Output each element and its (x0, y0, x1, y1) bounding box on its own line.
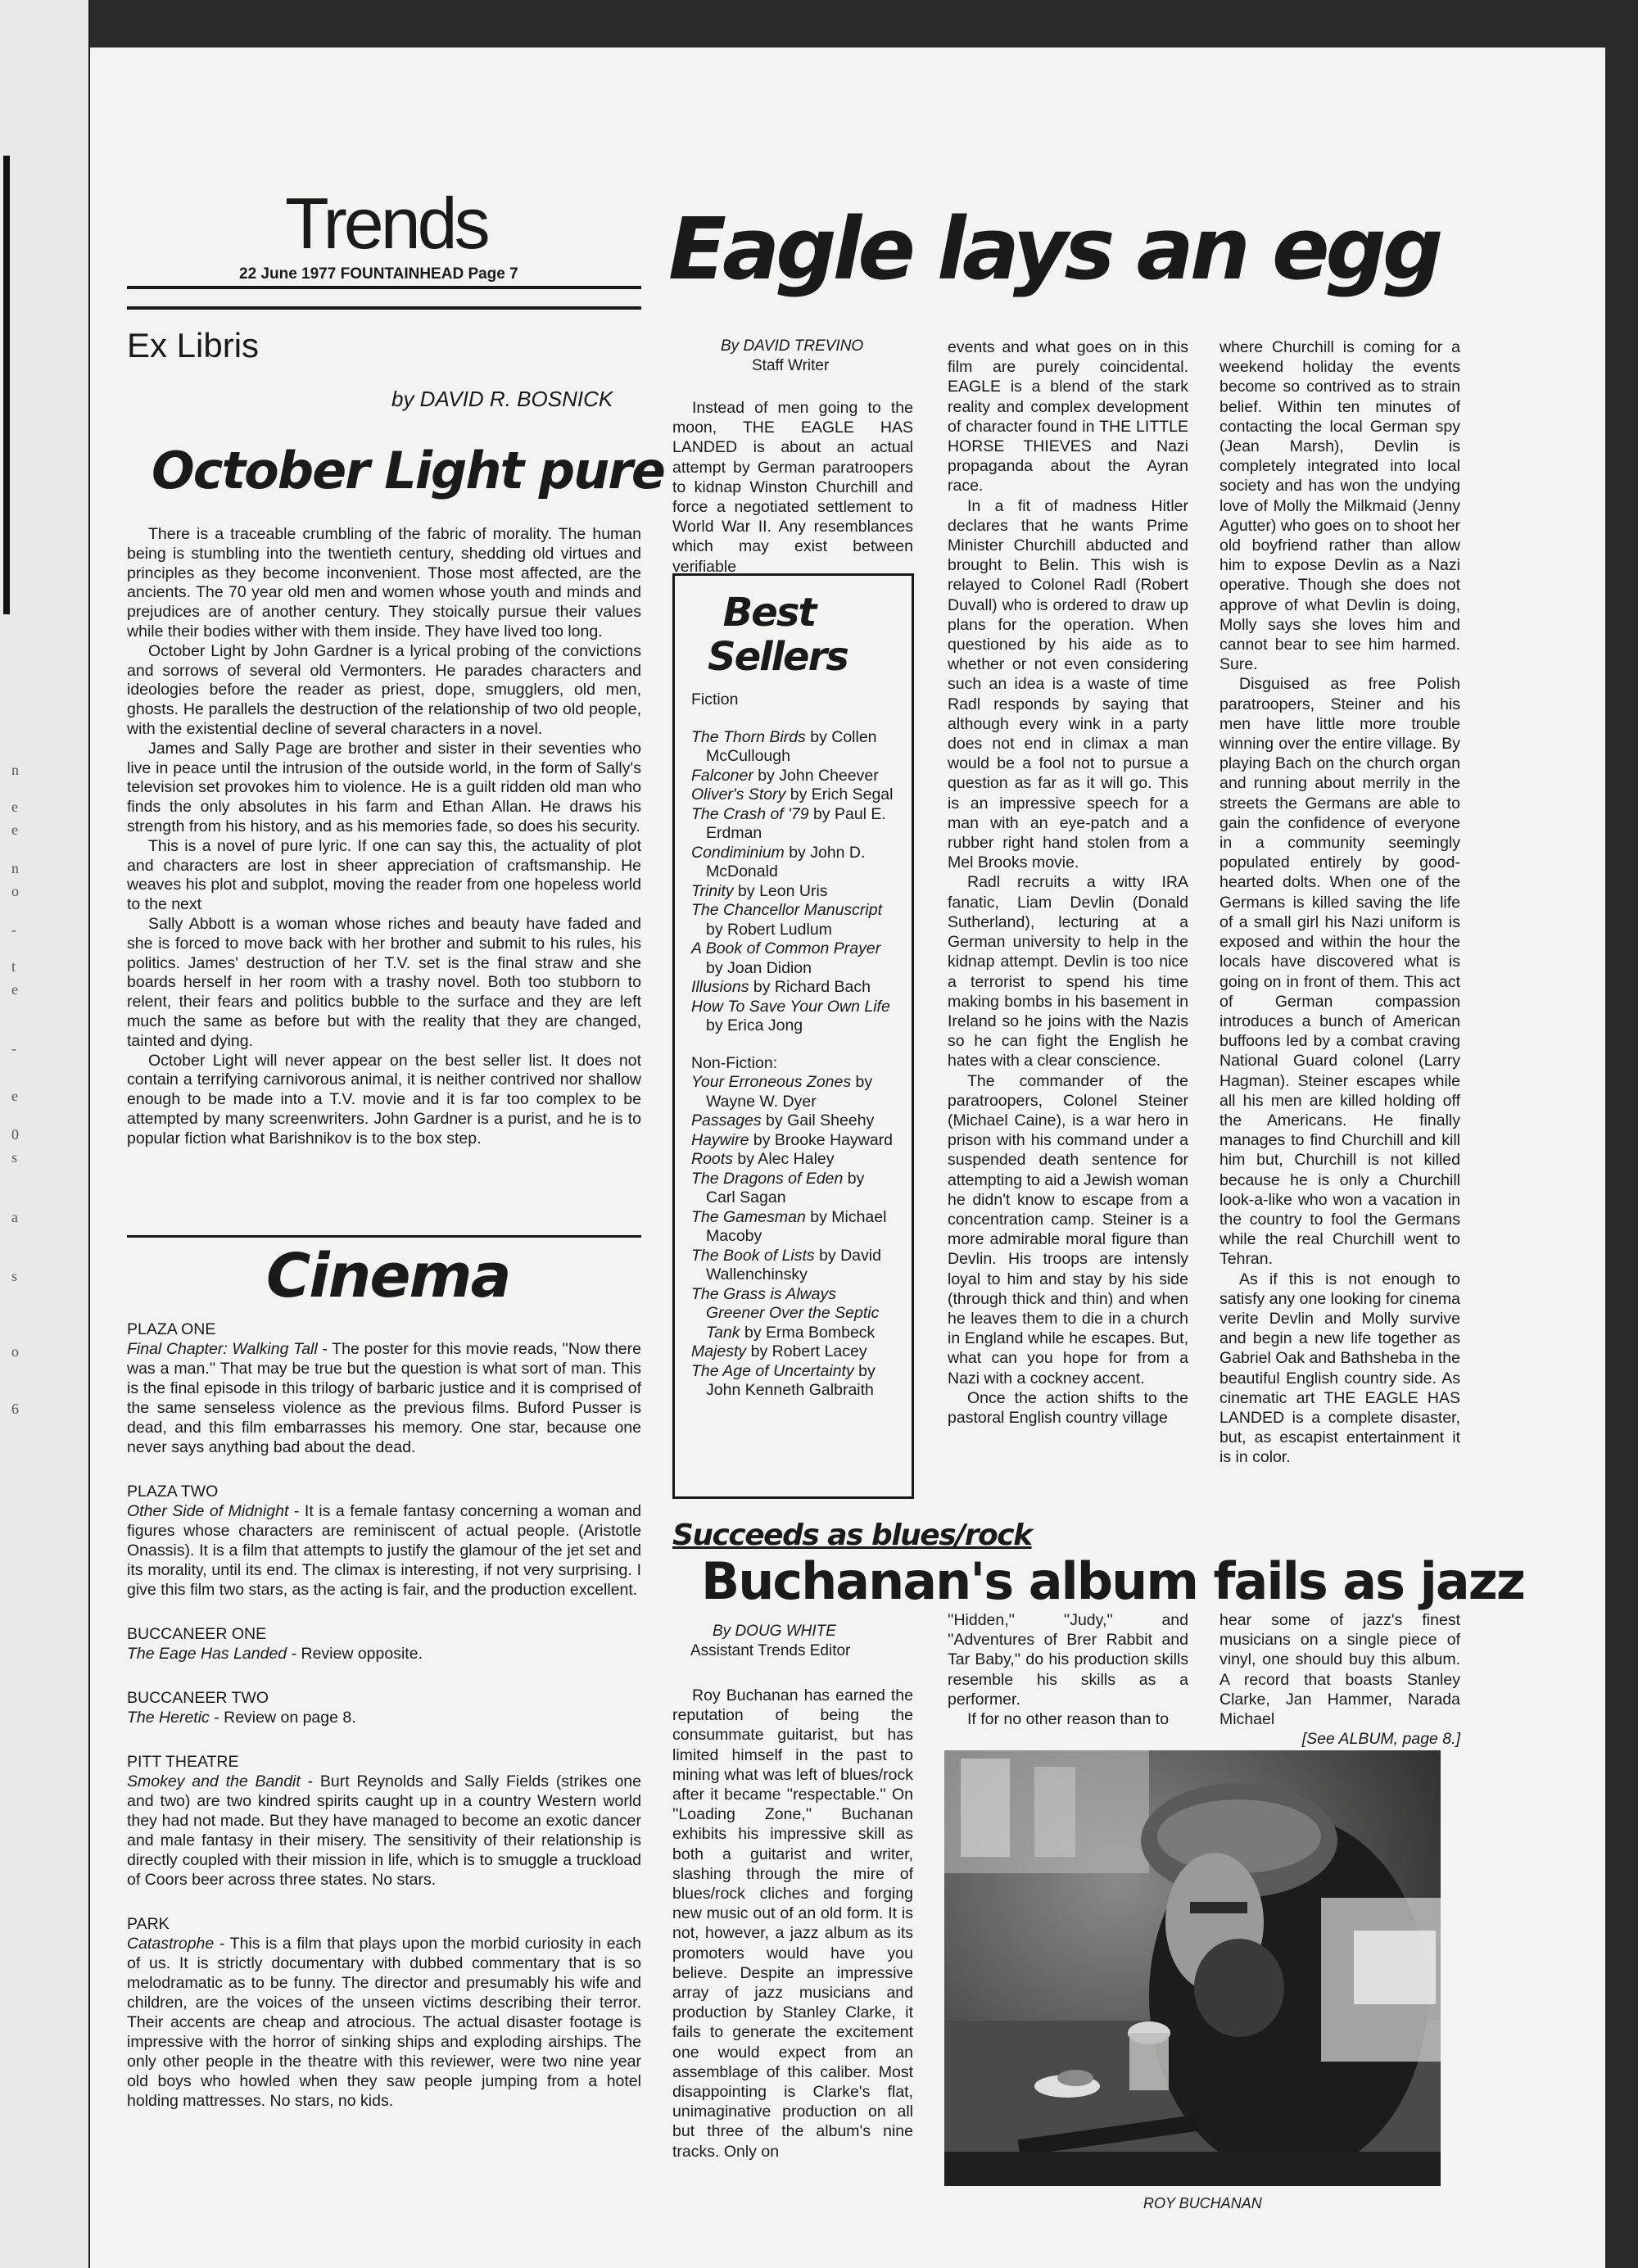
jump-line: [See ALBUM, page 8.] (1301, 1730, 1460, 1749)
film-title: The Eage Has Landed (127, 1645, 287, 1663)
review-headline: Eagle lays an egg (668, 199, 1440, 299)
cinema-headline: Cinema (266, 1241, 510, 1311)
paragraph: Roy Buchanan has earned the reputation of being the consummate guitarist, but has limited himself in the past to mining what was left of blues/rock after it became ''respectable.'' On ''Loading Zone,'' Buchanan exhibits his impressive skill as both a guitarist and writer, slashing through the mire of blues/rock cliches and forging new music out of an old form. It is not, however, a jazz album as its promoters would have you believe. Despite an impressive array of jazz musicians and production by Stanley Clarke, it fails to generate the excitement one would expect from an assemblage of this caliber. Most disappointing is Clarke's flat, unimaginative production on all but three of the album's nine tracks. Only on (672, 1686, 913, 2161)
paragraph: There is a traceable crumbling of the fabric of morality. The human being is stumbling into the twentieth century, shedding old virtues and principles as they become inconvenient. Those most affected, are the ancients. The 70 year old men and women whose youth and minds and prejudices are of another century. They stoically pursue their values while their bodies wither with them inside. They have lived too long. (127, 525, 641, 641)
film-review: - It is a female fantasy concerning a woman and figures whose characters are reminiscent of actual people. (Aristotle Onassis). It is a film that attempts to justify the glamour of the jet set and its morality, until its end. The climax is interesting, if not very surprising. I give this film two stars, as the acting is fair, and the production excellent. (127, 1502, 641, 1599)
book-title: Falconer (691, 766, 753, 785)
book-author: by Robert Lacey (746, 1342, 867, 1360)
album-column-3-text: hear some of jazz's finest musicians on a single piece of vinyl, one should buy this album. A record that boasts Stanley Clarke, Jan Hammer, Narada Michael (1219, 1611, 1460, 1729)
edge-letter: - (11, 1040, 16, 1057)
newspaper-page (90, 48, 1605, 2268)
album-role: Assistant Trends Editor (690, 1642, 851, 1659)
film-review: - Review on page 8. (209, 1709, 356, 1727)
nonfiction-label: Non-Fiction: (691, 1053, 778, 1072)
book-author: by Gail Sheehy (761, 1111, 875, 1129)
cinema-entry (127, 1624, 641, 1664)
book-author: by Erma Bombeck (740, 1323, 876, 1342)
book-entry (691, 1342, 895, 1362)
book-author: by Alec Haley (732, 1150, 835, 1168)
book-entry (691, 1208, 895, 1247)
book-entry (691, 901, 895, 939)
film-title: Catastrophe (127, 1935, 215, 1953)
book-title: Condiminium (691, 843, 785, 862)
edge-letter: a (11, 1209, 18, 1225)
book-title: Your Erroneous Zones (691, 1073, 852, 1091)
edge-letter: 6 (11, 1401, 19, 1417)
edge-letter: e (11, 822, 18, 838)
cinema-entry (127, 1688, 641, 1727)
paragraph: ''Hidden,'' ''Judy,'' and ''Adventures of Brer Rabbit and Tar Baby,'' do his production skills resemble his skills as a performer. (948, 1611, 1188, 1709)
paragraph: This is a novel of pure lyric. If one can say this, the actuality of plot and characters are lost in sheer appreciation of craftsmanship. He weaves his plot and subplot, moving the reader from one hopeless world to the next (127, 836, 641, 914)
book-entry (691, 1150, 895, 1170)
review-column-3 (1219, 337, 1460, 1468)
fiction-label: Fiction (691, 690, 739, 708)
book-entry (691, 844, 895, 882)
cinema-entry (127, 1914, 641, 2111)
paragraph: Sally Abbott is a woman whose riches and beauty have faded and she is forced to move back with her brother and submit to his rules, his politics. James' destruction of her T.V. set is the final straw and she boards herself in her room with a trashy novel. Both too stubborn to relent, their fears and politics bubble to the surface and they are left much the same as before but with the reality that they are changed, tainted and dying. (127, 914, 641, 1050)
review-byline: By DAVID TREVINO (721, 337, 864, 355)
kicker: Succeeds as blues/rock (672, 1519, 1032, 1552)
book-title: The Dragons of Eden (691, 1169, 844, 1188)
film-title: Final Chapter: Walking Tall (127, 1340, 318, 1358)
adjacent-page-edge (0, 0, 90, 2268)
cinema-entry (127, 1752, 641, 1890)
book-author: by Leon Uris (733, 881, 828, 900)
film-review: - This is a film that plays upon the morbid curiosity in each of us. It is strictly documentary with dubbed commentary that is so melodramatic as to be funny. The director and presumably his wife and children, are the voices of the unseen victims describing their terror. Their accents are cheap and atrocious. The actual disaster footage is impressive with the horror of sinking ships and exploding airships. The only other people in the theatre with this reviewer, were two nine year old boys who howled when they saw people jumping from a hotel holding mattresses. No stars, no kids. (127, 1935, 641, 2110)
paragraph: In a fit of madness Hitler declares that he wants Prime Minister Churchill abducted and brought to Belin. This wish is relayed to Colonel Radl (Robert Duvall) who is ordered to draw up plans for the operation. When questioned by his aide as to whether or not even considering such an idea is a waste of time Radl responds by saying that although every wink in a party does not end in climax a man would be a fool not to pursue a question as far as it will go. This is an impressive speech for a man with an eye-patch and a rubber right hand stolen from a Mel Brooks movie. (948, 496, 1188, 872)
paragraph: Once the action shifts to the pastoral English country village (948, 1388, 1188, 1427)
book-title: The Crash of '79 (691, 804, 809, 823)
edge-letter: t (11, 958, 16, 975)
paragraph: Instead of men going to the moon, THE EAGLE HAS LANDED is about an actual attempt by German paratroopers to kidnap Winston Churchill and force a negotiated settlement to World War II. Any resemblances which may exist between verifiable (672, 399, 913, 576)
venue-name: PITT THEATRE (127, 1753, 239, 1771)
book-author: by Brooke Hayward (749, 1130, 894, 1149)
book-author: by Joan Didion (706, 958, 812, 977)
section-divider (127, 1235, 641, 1238)
byline: by DAVID R. BOSNICK (391, 387, 613, 411)
cinema-entry (127, 1482, 641, 1600)
roy-buchanan-photo (944, 1750, 1441, 2186)
book-entry (691, 1131, 895, 1151)
book-entry (691, 1170, 895, 1208)
edge-letter: s (11, 1268, 18, 1284)
edge-letter: e (11, 981, 18, 998)
paragraph: If for no other reason than to (967, 1710, 1170, 1729)
paragraph: where Churchill is coming for a weekend holiday the events become so contrived as to strain belief. Within ten minutes of contacting the local German spy (Jean Marsh), Devlin is completely integrated into local society and has won the undying love of Molly the Milkmaid (Jenny Agutter) who goes on to shoot her old boyfriend rather than allow him to expose Devlin as a Nazi operative. Though she does not approve of what Devlin is doing, Molly says she loves him and cannot bear to see him harmed. Sure. (1219, 338, 1460, 674)
venue-name: PLAZA ONE (127, 1320, 216, 1338)
paragraph: As if this is not enough to satisfy any one looking for cinema verite Devlin and Molly survive and begin a new life together as Gabriel Oak and Bathsheba in the beautiful English country side. As cinematic art THE EAGLE HAS LANDED is a complete disaster, but, as escapist entertainment it is in color. (1219, 1270, 1460, 1467)
cinema-listings (127, 1320, 641, 2135)
book-author: by Collen McCullough (706, 727, 877, 765)
book-author: by Wayne W. Dyer (706, 1073, 873, 1111)
best-sellers-title-2: Sellers (708, 634, 848, 680)
film-review: - Review opposite. (287, 1645, 423, 1663)
book-author: by Michael Macoby (706, 1207, 887, 1245)
book-entry (691, 1362, 895, 1401)
book-title: The Gamesman (691, 1207, 806, 1226)
masthead-rule (127, 286, 641, 289)
book-author: by Robert Ludlum (706, 920, 832, 939)
film-title: Other Side of Midnight (127, 1502, 289, 1520)
column-name: Ex Libris (127, 326, 260, 364)
book-entry (691, 998, 895, 1036)
album-column-3 (1219, 1610, 1460, 1749)
book-entry (691, 939, 895, 978)
edge-letter: s (11, 1149, 18, 1166)
edge-letter: 0 (11, 1126, 19, 1143)
best-sellers-title: Best (722, 590, 816, 636)
book-entry (691, 882, 895, 902)
paragraph: October Light by John Gardner is a lyrical probing of the convictions and sorrows of several old Vermonters. He parades characters and ideologies before the reader as priest, dope, smugglers, old men, ghosts. He parallels the destruction of the relationship of two old people, with the existential decline of several characters in a novel. (127, 641, 641, 738)
book-author: by Erich Segal (785, 785, 894, 804)
book-title: Illusions (691, 978, 749, 996)
headline: October Light pure (152, 441, 664, 500)
masthead-rule-2 (127, 306, 641, 310)
paragraph: Disguised as free Polish paratroopers, Steiner and his men have little more trouble winning over the entire village. By playing Bach on the church organ and running about merrily in the streets the Germans are able to gain the confidence of everyone in a community seemingly populated entirely by good-hearted dolts. When one of the Germans is killed saving the life of a small girl his Nazi uniform is exposed and within the hour the locals have discovered what is going on in front of them. This act of German compassion introduces a bunch of American buffoons led by a combat craving National Guard colonel (Larry Hagman). Steiner escapes while all his men are killed holding off the Americans. He finally manages to find Churchill and kill him but, Churchill is not killed because he is only a Churchill look-a-like who won a vacation in the country to fool the Germans while the real Churchill went to Tehran. (1219, 675, 1460, 1269)
book-entry (691, 728, 895, 767)
book-title: A Book of Common Prayer (691, 939, 881, 957)
book-entry (691, 978, 895, 998)
book-entry (691, 785, 895, 805)
review-role: Staff Writer (752, 357, 830, 374)
edge-letter: o (11, 1343, 19, 1360)
paragraph: events and what goes on in this film are purely coincidental. EAGLE is a blend of the stark reality and complex development of character found in THE LITTLE HORSE THIEVES and Nazi propaganda about the Ayran race. (948, 338, 1188, 496)
book-entry (691, 1247, 895, 1285)
book-title: Trinity (691, 881, 734, 900)
cinema-entry (127, 1320, 641, 1457)
photo-caption: ROY BUCHANAN (1143, 2195, 1262, 2211)
book-title: The Chancellor Manuscript (691, 901, 883, 919)
edge-ink-mark (3, 156, 10, 614)
paragraph: James and Sally Page are brother and sister in their seventies who live in peace until the intrusion of the outside world, in the form of Sally's television set provokes him to violence. He is a guilt ridden old man who finds the only absolutes in his farm and Ethan Allan. He draws his strength from his history, and as his memories fade, so does his security. (127, 739, 641, 835)
review-column-2 (948, 337, 1188, 1428)
book-author: by John Cheever (753, 766, 879, 785)
book-author: by Carl Sagan (706, 1169, 865, 1206)
book-author: by Erica Jong (706, 1016, 803, 1034)
book-title: Roots (691, 1150, 733, 1168)
article-body (127, 525, 641, 1149)
edge-letter: n (11, 860, 19, 876)
book-entry (691, 1073, 895, 1111)
album-headline: Buchanan's album fails as jazz (701, 1551, 1524, 1611)
book-title: The Age of Uncertainty (691, 1361, 854, 1380)
book-author: by Richard Bach (749, 978, 871, 996)
best-sellers-box (672, 573, 914, 1499)
book-author: by Paul E. Erdman (706, 804, 886, 842)
film-review: - The poster for this movie reads, ''Now there was a man.'' That may be true but the question is what sort of man. This is the final episode in this trilogy of barbaric justice and it is comprised of the same senseless violence as the previous films. Buford Pusser is dead, and this film embarrasses his memory. One star, because one never says anything bad about the dead. (127, 1340, 641, 1456)
dateline: 22 June 1977 FOUNTAINHEAD Page 7 (239, 265, 518, 283)
book-title: How To Save Your Own Life (691, 997, 890, 1016)
book-author: by John D. McDonald (706, 843, 866, 880)
book-title: Majesty (691, 1342, 747, 1360)
book-title: Passages (691, 1111, 762, 1129)
venue-name: BUCCANEER TWO (127, 1689, 269, 1707)
album-column-2 (948, 1610, 1188, 1729)
book-entry (691, 1111, 895, 1131)
film-review: - Burt Reynolds and Sally Fields (strikes one and two) are two kindred spirits caught up in a country Western world they had not made. But they have managed to become an exotic dancer and male fantasy in their misery. The sensitivity of their relationship is directly coupled with their mission in life, which is to smuggle a truckload of Coors beer across three states. No stars. (127, 1772, 641, 1889)
edge-letter: e (11, 799, 18, 815)
nonfiction-list (691, 1073, 895, 1401)
edge-letter: n (11, 762, 19, 778)
book-title: The Book of Lists (691, 1246, 815, 1265)
book-entry (691, 805, 895, 844)
paragraph: Radl recruits a witty IRA fanatic, Liam Devlin (Donald Sutherland), lecturing at a German university to help in the kidnap attempt. Devlin is too nice a terrorist to spend his time making bombs in his basement in Ireland so he joins with the Nazis so he can fight the English he hates with a clear conscience. (948, 873, 1188, 1071)
review-column-1 (672, 398, 913, 577)
section-title: Trends (285, 183, 487, 264)
book-title: Haywire (691, 1130, 749, 1149)
edge-letter: e (11, 1088, 18, 1104)
fiction-list (691, 728, 895, 1036)
photo-image (944, 1750, 1441, 2186)
paragraph: The commander of the paratroopers, Colonel Steiner (Michael Caine), is a war hero in prison with his command under a suspended death sentence for attempting to aid a Jewish woman he didn't know to escape from a concentration camp. Steiner is a more admirable moral figure than Devlin. His troops are intensly loyal to him and stay by his side (through thick and thin) and when he leaves them to die in a church in England while he escapes. But, what can you hope for from a Nazi with a cockney accent. (948, 1071, 1188, 1388)
book-author: by David Wallenchinsky (706, 1246, 881, 1283)
film-title: The Heretic (127, 1709, 210, 1727)
album-column-1 (672, 1686, 913, 2162)
venue-name: PARK (127, 1915, 170, 1933)
venue-name: BUCCANEER ONE (127, 1625, 267, 1643)
book-title: Oliver's Story (691, 785, 786, 804)
book-author: by John Kenneth Galbraith (706, 1361, 876, 1399)
book-title: The Grass is Always Greener Over the Septic Tank (691, 1284, 880, 1342)
edge-letter: o (11, 883, 19, 899)
film-title: Smokey and the Bandit (127, 1772, 301, 1790)
album-byline: By DOUG WHITE (713, 1623, 836, 1640)
paragraph: October Light will never appear on the best seller list. It does not contain a terrifying carnivorous animal, it is neither contrived nor shallow enough to be made into a T.V. movie and it is far too complex to be attempted by many screenwriters. John Gardner is a purist, and he is to popular fiction what Barishnikov is to the box step. (127, 1051, 641, 1148)
book-title: The Thorn Birds (691, 727, 806, 746)
book-entry (691, 1285, 895, 1343)
venue-name: PLAZA TWO (127, 1483, 219, 1501)
edge-letter: - (11, 921, 16, 938)
book-entry (691, 767, 895, 786)
